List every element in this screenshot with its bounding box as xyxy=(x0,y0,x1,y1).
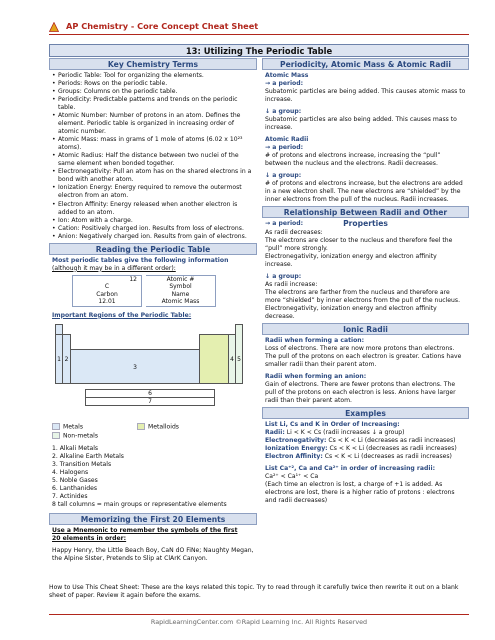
legend-nonmetals: Non-metals xyxy=(63,432,99,440)
cation-title: Radii when forming a cation: xyxy=(265,336,365,344)
region-legend xyxy=(52,423,254,432)
list-item: • Periods: Rows on the periodic table. xyxy=(52,80,254,88)
element-box-example xyxy=(72,275,242,307)
key-symbol: Symbol xyxy=(169,283,192,291)
rel-group-2: The electrons are farther from the nucleus and therefore are more “shielded” by inner electrons from the pull of the nucleus. xyxy=(265,288,461,304)
key-terms-heading: Key Chemistry Terms xyxy=(49,58,257,70)
example-ionization: Ionization Energy: Cs < K < Li (decreases as radii increases) xyxy=(265,445,457,453)
period-label: → a period: xyxy=(265,80,304,88)
p-block-region xyxy=(199,334,229,384)
region-5: 5 xyxy=(235,324,243,384)
mnemonic: Happy Henry, the Little Beach Boy, CaN dO FiNe; Naughty Megan, the Alpine SIster, Pretends to Slip at ClArK Canyon. xyxy=(52,547,254,563)
key-mass: Atomic Mass xyxy=(161,298,200,306)
example-2-order: Ca²⁺ < Ca¹⁺ < Ca xyxy=(265,473,319,481)
list-item: • Periodicity: Predictable patterns and trends on the periodic table. xyxy=(52,96,254,112)
list-item: • Atomic Mass: mass in grams of 1 mole of atoms (6.02 x 10²³ atoms). xyxy=(52,136,254,152)
atomic-mass-title: Atomic Mass xyxy=(265,72,309,79)
list-item: • Atomic Number: Number of protons in an atom. Defines the element. Periodic table is organized in increasing order of atomic number. xyxy=(52,112,254,136)
relationship-heading: Relationship Between Radii and Other Properties xyxy=(262,206,469,218)
legend-metalloids: Metalloids xyxy=(148,423,179,431)
atomic-number: 12 xyxy=(129,275,137,283)
left-column xyxy=(49,58,257,565)
rel-period-3: Electronegativity, ionization energy and electron affinity increase. xyxy=(265,252,437,268)
page-header xyxy=(49,21,469,35)
page-footer: RapidLearningCenter.com ©Rapid Learning Inc. All Rights Reserved xyxy=(49,614,469,626)
list-item: 5. Noble Gases xyxy=(52,476,98,484)
anion-title: Radii when forming an anion: xyxy=(265,372,367,380)
list-item: • Cation: Positively charged ion. Results from loss of electrons. xyxy=(52,225,254,233)
periodic-table-diagram xyxy=(55,324,255,419)
key-number: Atomic # xyxy=(166,275,195,283)
period-label: → a period: xyxy=(265,220,304,228)
example-electronegativity: Electronegativity: Cs < K < Li (decreases as radii increases) xyxy=(265,437,456,445)
list-item: 2. Alkaline Earth Metals xyxy=(52,452,124,460)
group-label: ↓ a group: xyxy=(265,272,302,280)
period-label: → a period: xyxy=(265,144,304,152)
element-symbol: C xyxy=(104,283,110,291)
anion-text: Gain of electrons. There are fewer protons than electrons. The pull of the protons on each electron is less. Anions have larger radii than their parent atom. xyxy=(265,381,456,405)
example-2-text: (Each time an electron is lost, a charge of +1 is added. As electrons are lost, there is a higher ratio of protons : electrons and radii decreases) xyxy=(265,481,455,505)
example-1-title: List Li, Cs and K in Order of Increasing: xyxy=(265,421,400,429)
region-3: 3 xyxy=(70,349,200,384)
list-item: 7. Actinides xyxy=(52,493,88,500)
region-2: 2 xyxy=(62,334,71,384)
element-mass: 12.01 xyxy=(98,298,116,306)
region-1: 1 xyxy=(55,334,63,384)
periodicity-heading: Periodicity, Atomic Mass & Atomic Radii xyxy=(262,58,469,70)
list-item: 3. Transition Metals xyxy=(52,460,112,468)
list-item: • Ionization Energy: Energy required to remove the outermost electron from an atom. xyxy=(52,184,254,200)
element-name: Carbon xyxy=(96,290,118,298)
cation-text: Loss of electrons. There are now more protons than electrons. The pull of the protons on each electron is greater. Cations have smaller radii than their parent atom. xyxy=(265,344,462,368)
legend-swatch-nonmetals xyxy=(52,432,60,439)
memorize-line-2: 20 elements in order: xyxy=(52,535,127,543)
legend-swatch-metals xyxy=(52,423,60,430)
list-item: 6. Lanthanides xyxy=(52,484,98,492)
key-terms-list xyxy=(52,72,254,241)
examples-heading: Examples xyxy=(262,407,469,419)
memorize-heading: Memorizing the First 20 Elements xyxy=(49,513,257,525)
reading-heading: Reading the Periodic Table xyxy=(49,243,257,255)
group-label: ↓ a group: xyxy=(265,108,302,116)
region-6: 6 xyxy=(85,389,215,398)
key-name: Name xyxy=(171,290,190,298)
ar-group-text: # of protons and electrons increase, but the electrons are added in a new electron shell. The new electrons are “shielded” by the inner electrons from the pull of the nucleus. Radii increases. xyxy=(265,180,463,204)
ionic-radii-heading: Ionic Radii xyxy=(262,323,469,335)
right-column xyxy=(262,58,469,507)
region-4: 4 xyxy=(228,334,236,384)
group-list xyxy=(52,445,254,509)
list-item: • Atomic Radius: Half the distance between two nuclei of the same element when bonded together. xyxy=(52,152,254,168)
example-radii: Radii: Li < K < Cs (radii increases ↓ a group) xyxy=(265,429,405,437)
list-item: • Periodic Table: Tool for organizing the elements. xyxy=(52,72,254,80)
header-title: AP Chemistry - Core Concept Cheat Sheet xyxy=(66,21,259,31)
example-2-title: List Ca⁺², Ca and Ca²⁺ in order of increasing radii: xyxy=(265,465,436,473)
tall-columns-note: 8 tall columns = main groups or representative elements xyxy=(52,501,227,509)
element-tile xyxy=(72,275,142,307)
logo-icon xyxy=(49,22,59,32)
list-item: • Groups: Columns on the periodic table. xyxy=(52,88,254,96)
topic-title: 13: Utilizing The Periodic Table xyxy=(49,44,469,57)
group-label: ↓ a group: xyxy=(265,172,302,180)
rel-group-3: Electronegativity, ionization energy and electron affinity decrease. xyxy=(265,304,437,320)
memorize-line-1: Use a Mnemonic to remember the symbols of the first xyxy=(52,527,238,535)
rel-period-1: As radii decreases: xyxy=(265,228,323,236)
reading-intro-2: (although it may be in a different order): xyxy=(52,264,176,272)
list-item: 4. Halogens xyxy=(52,468,89,476)
list-item: • Electronegativity: Pull an atom has on the shared electrons in a bond with another atom. xyxy=(52,168,254,184)
example-affinity: Electron Affinity: Cs < K < Li (decreases as radii increases) xyxy=(265,453,452,461)
legend-nonmetals-row xyxy=(52,432,254,441)
usage-note: How to Use This Cheat Sheet: These are the keys related this topic. Try to read through it carefully twice then rewrite it out on a blank sheet of paper. Review it again before the exams. xyxy=(49,584,459,599)
legend-metals: Metals xyxy=(63,423,83,431)
rel-period-2: The electrons are closer to the nucleus and therefore feel the “pull” more strongly. xyxy=(265,236,453,252)
atomic-radii-title: Atomic Radii xyxy=(265,136,309,144)
reading-intro: Most periodic tables give the following information xyxy=(52,256,229,264)
rel-group-1: As radii increase: xyxy=(265,280,318,288)
list-item: • Anion: Negatively charged ion. Results from gain of electrons. xyxy=(52,233,254,241)
am-group-text: Subatomic particles are also being added. This causes mass to increase. xyxy=(265,116,457,132)
list-item: 1. Alkali Metals xyxy=(52,444,99,452)
am-period-text: Subatomic particles are being added. This causes atomic mass to increase. xyxy=(265,88,466,104)
list-item: • Electron Affinity: Energy released when another electron is added to an atom. xyxy=(52,201,254,217)
regions-title: Important Regions of the Periodic Table: xyxy=(52,311,192,319)
ar-period-text: # of protons and electrons increase, increasing the “pull” between the nucleus and the electrons. Radii decreases. xyxy=(265,152,441,168)
element-key xyxy=(146,275,216,307)
region-7: 7 xyxy=(85,397,215,406)
legend-swatch-metalloids xyxy=(137,423,145,430)
list-item: • Ion: Atom with a charge. xyxy=(52,217,254,225)
